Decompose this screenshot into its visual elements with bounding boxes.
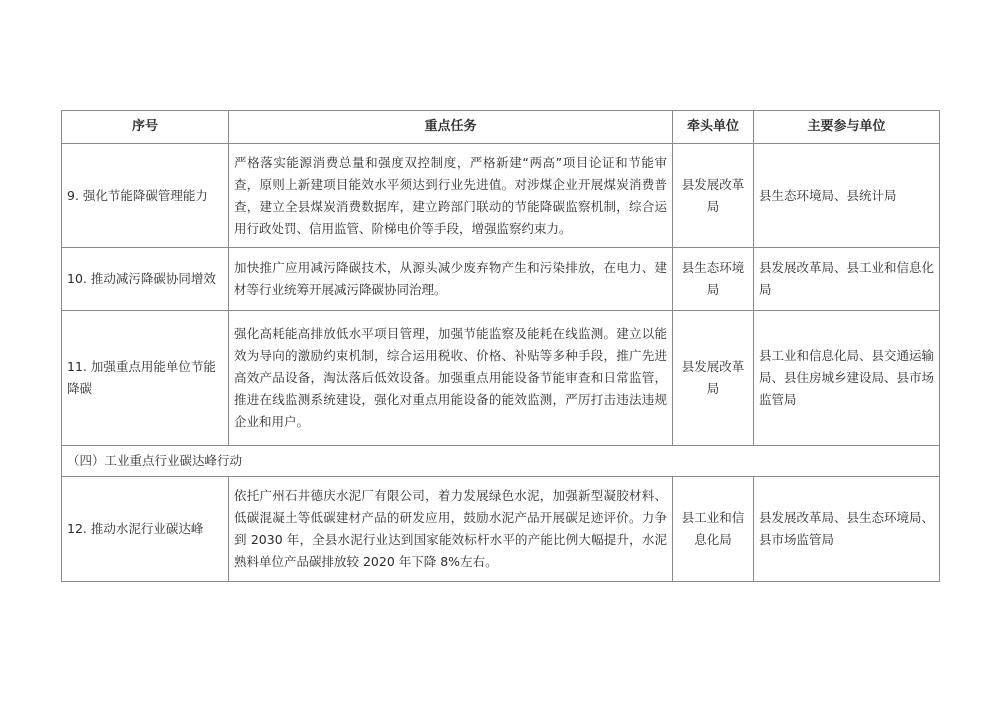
row-lead-cell: 县发展改革局 [673,311,754,446]
row-task-cell: 严格落实能源消费总量和强度双控制度，严格新建“两高”项目论证和节能审查，原则上新建项目能效水平须达到行业先进值。对涉煤企业开展煤炭消费普查，建立全县煤炭消费数据库，建立跨部门联动的节能降碳监察机制，综合运用行政处罚、信用监管、阶梯电价等手段，增强监察约束力。 [229,144,673,248]
row-number-cell: 10. 推动减污降碳协同增效 [62,248,229,311]
header-number: 序号 [62,111,229,144]
row-participants-cell: 县发展改革局、县生态环境局、县市场监管局 [754,477,940,582]
header-lead-unit: 牵头单位 [673,111,754,144]
row-participants-cell: 县工业和信息化局、县交通运输局、县住房城乡建设局、县市场监管局 [754,311,940,446]
row-participants-cell: 县生态环境局、县统计局 [754,144,940,248]
row-number-cell: 12. 推动水泥行业碳达峰 [62,477,229,582]
section-title: （四）工业重点行业碳达峰行动 [62,446,940,477]
table-row [62,477,940,582]
row-number-cell: 11. 加强重点用能单位节能降碳 [62,311,229,446]
header-participants: 主要参与单位 [754,111,940,144]
table-row [62,248,940,311]
header-task: 重点任务 [229,111,673,144]
row-task-cell: 强化高耗能高排放低水平项目管理，加强节能监察及能耗在线监测。建立以能效为导向的激励约束机制，综合运用税收、价格、补贴等多种手段，推广先进高效产品设备，淘汰落后低效设备。加强重点用能设备节能审查和日常监管，推进在线监测系统建设，强化对重点用能设备的能效监测，严厉打击违法违规企业和用户。 [229,311,673,446]
table-header-row [62,111,940,144]
table-row [62,144,940,248]
row-task-cell: 加快推广应用减污降碳技术，从源头减少废弃物产生和污染排放，在电力、建材等行业统筹开展减污降碳协同治理。 [229,248,673,311]
task-table [61,110,940,582]
row-lead-cell: 县工业和信息化局 [673,477,754,582]
row-task-cell: 依托广州石井德庆水泥厂有限公司，着力发展绿色水泥，加强新型凝胶材料、低碳混凝土等低碳建材产品的研发应用，鼓励水泥产品开展碳足迹评价。力争到 2030 年，全县水泥行业达到国家能效标杆水平的产能比例大幅提升，水泥熟料单位产品碳排放较 2020 年下降 8%左右。 [229,477,673,582]
table-row [62,311,940,446]
row-number-cell: 9. 强化节能降碳管理能力 [62,144,229,248]
section-row [62,446,940,477]
row-lead-cell: 县生态环境局 [673,248,754,311]
row-lead-cell: 县发展改革局 [673,144,754,248]
row-participants-cell: 县发展改革局、县工业和信息化局 [754,248,940,311]
